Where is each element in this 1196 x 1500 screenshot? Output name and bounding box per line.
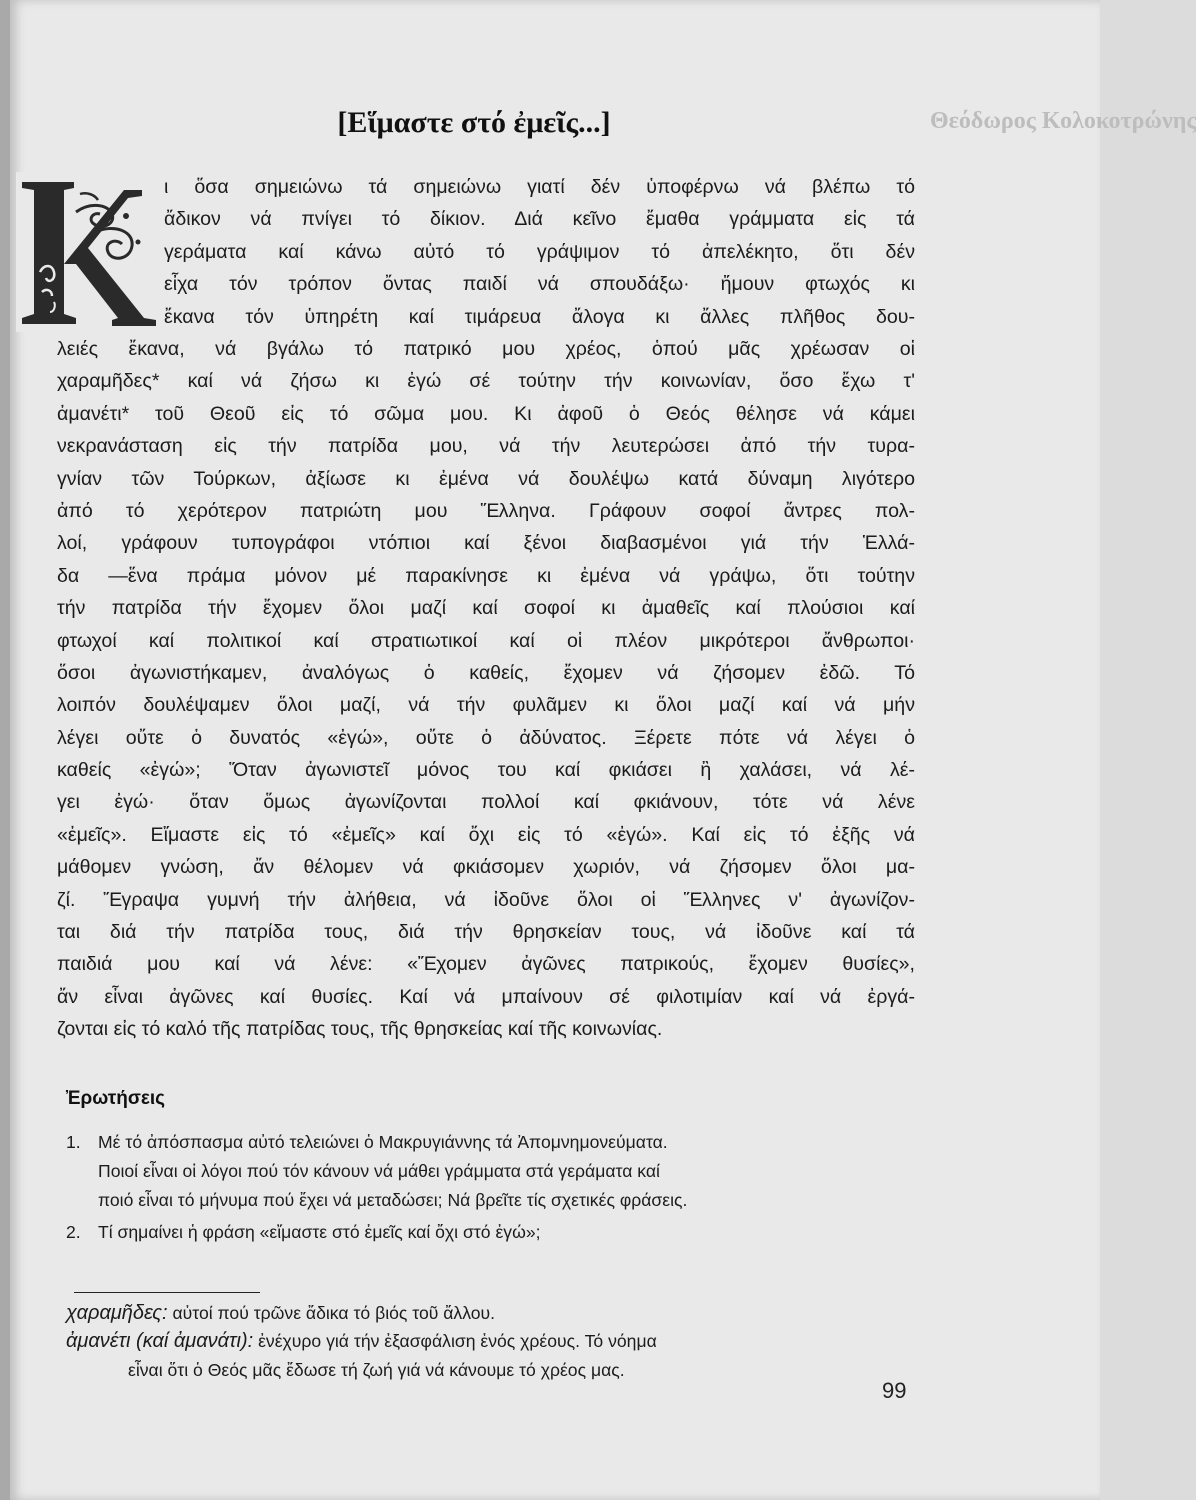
question-text [98, 1218, 928, 1247]
question-line: Ποιοί εἶναι οἱ λόγοι πού τόν κάνουν νά μάθει γράμματα στά γεράματα καί [98, 1161, 660, 1181]
question-1 [66, 1128, 926, 1215]
body-paragraph-indented [164, 171, 915, 333]
body-line: γεράματα καί κάνω αὐτό τό γράψιμον τό ἀπελέκητο, ὅτι δέν [164, 240, 915, 263]
footnote-text: αὐτοί πού τρῶνε ἄδικα τό βιός τοῦ ἄλλου. [172, 1303, 496, 1323]
bleed-through-text: Θεόδωρος Κολοκοτρώνης [930, 108, 1196, 134]
body-line: χαραμῆδες* καί νά ζήσω κι ἐγώ σέ τούτην τήν κοινωνίαν, ὅσο ἔχω τ' [57, 370, 915, 393]
body-line: ται διά τήν πατρίδα τους, διά τήν θρησκείαν τους, νά ἰδοῦνε καί τά [57, 921, 915, 944]
body-line: φτωχοί καί πολιτικοί καί στρατιωτικοί καί οἱ πλέον μικρότεροι ἄνθρωποι· [57, 629, 915, 652]
body-line: ἄν εἶναι ἀγῶνες καί θυσίες. Καί νά μπαίνουν σέ φιλοτιμίαν καί νά ἐργά- [57, 985, 915, 1008]
body-line: νεκρανάσταση εἰς τήν πατρίδα μου, νά τήν λευτερώσει ἀπό τήν τυρα- [57, 435, 915, 458]
question-text [98, 1128, 928, 1215]
page-title: [Εἵμαστε στό ἐμεῖς...] [337, 106, 611, 139]
footnote-2 [66, 1326, 657, 1356]
question-line: ποιό εἶναι τό μήνυμα πού ἔχει νά μεταδώσει; Νά βρεῖτε τίς σχετικές φράσεις. [98, 1190, 688, 1210]
footnote-term: ἀμανέτι (καί ἀμανάτι): [66, 1330, 254, 1352]
body-line: ἄδικον νά πνίγει τό δίκιον. Διά κεῖνο ἔμαθα γράμματα εἰς τά [164, 208, 915, 231]
body-paragraph [57, 333, 915, 1046]
body-line: ζί. Ἔγραψα γυμνή τήν ἀλήθεια, νά ἰδοῦνε ὅλοι οἱ Ἕλληνες ν' ἀγωνίζον- [57, 888, 915, 911]
footnote-rule [74, 1292, 260, 1293]
body-line: μάθομεν γνώση, ἄν θέλομεν νά φκιάσομεν χωριόν, νά ζήσομεν ὅλοι μα- [57, 856, 915, 879]
body-line: λοί, γράφουν τυπογράφοι ντόπιοι καί ξένοι διαβασμένοι γιά τήν Ἑλλά- [57, 532, 915, 555]
question-line: Μέ τό ἀπόσπασμα αὐτό τελειώνει ὁ Μακρυγιάννης τά Ἀπομνημονεύματα. [98, 1132, 668, 1152]
body-line: ι ὅσα σημειώνω τά σημειώνω γιατί δέν ὑποφέρνω νά βλέπω τό [164, 176, 915, 198]
footnote-2-continuation: εἶναι ὅτι ὁ Θεός μᾶς ἔδωσε τή ζωή γιά νά κάνουμε τό χρέος μας. [128, 1360, 625, 1380]
page-number: 99 [882, 1378, 907, 1403]
book-page [10, 0, 1196, 1500]
body-line: ζονται εἰς τό καλό τῆς πατρίδας τους, τῆς θρησκείας καί τῆς κοινωνίας. [57, 1018, 663, 1041]
question-line: Τί σημαίνει ἡ φράση «εἴμαστε στό ἐμεῖς καί ὄχι στό ἐγώ»; [98, 1222, 541, 1242]
question-number: 2. [66, 1222, 81, 1242]
body-line: ἔκανα τόν ὑπηρέτη καί τιμάρευα ἄλογα κι ἄλλες πλῆθος δου- [164, 305, 915, 328]
questions-heading: Ἐρωτήσεις [66, 1088, 166, 1109]
body-line: δα —ἕνα πράμα μόνον μέ παρακίνησε κι ἐμένα νά γράψω, ὅτι τούτην [57, 564, 915, 587]
body-line: ἀμανέτι* τοῦ Θεοῦ εἰς τό σῶμα μου. Κι ἀφοῦ ὁ Θεός θέλησε νά κάμει [57, 402, 915, 425]
body-line: λέγει οὔτε ὁ δυνατός «ἐγώ», οὔτε ὁ ἀδύνατος. Ξέρετε πότε νά λέγει ὁ [57, 726, 915, 749]
body-line: τήν πατρίδα τήν ἔχομεν ὅλοι μαζί καί σοφοί κι ἀμαθεῖς καί πλούσιοι καί [57, 597, 915, 620]
body-line: παιδιά μου καί νά λένε: «Ἔχομεν ἀγῶνες πατρικούς, ἔχομεν θυσίες», [57, 953, 915, 976]
footnote-1 [66, 1298, 495, 1328]
body-line: ἀπό τό χερότερον πατριώτη μου Ἕλληνα. Γράφουν σοφοί ἄντρες πολ- [57, 499, 915, 522]
footnote-term: χαραμῆδες: [66, 1302, 168, 1324]
body-line: εἶχα τόν τρόπον ὄντας παιδί νά σπουδάξω· ἤμουν φτωχός κι [164, 273, 915, 296]
question-2 [66, 1218, 926, 1247]
body-line: «ἐμεῖς». Εἴμαστε εἰς τό «ἐμεῖς» καί ὄχι εἰς τό «ἐγώ». Καί εἰς τό ἐξῆς νά [57, 823, 915, 846]
question-number: 1. [66, 1132, 81, 1152]
body-line: καθείς «ἐγώ»; Ὅταν ἀγωνιστεῖ μόνος του καί φκιάσει ἢ χαλάσει, νά λέ- [57, 759, 915, 782]
body-line: λοιπόν δουλέψαμεν ὅλοι μαζί, νά τήν φυλᾶμεν κι ὅλοι μαζί καί νά μήν [57, 694, 915, 717]
footnote-text: ἐνέχυρο γιά τήν ἐξασφάλιση ἑνός χρέους. Τό νόημα [258, 1331, 657, 1351]
body-line: λειές ἔκανα, νά βγάλω τό πατρικό μου χρέος, ὁπού μᾶς χρέωσαν οἱ [57, 338, 915, 360]
body-line: γνίαν τῶν Τούρκων, ἀξίωσε κι ἐμένα νά δουλέψω κατά δύναμη λιγότερο [57, 467, 915, 490]
drop-cap-ornament [16, 172, 166, 332]
body-line: γει ἐγώ· ὅταν ὅμως ἀγωνίζονται πολλοί καί φκιάνουν, τότε νά λένε [57, 791, 915, 814]
book-spine-shadow [0, 0, 10, 1500]
body-line: ὅσοι ἀγωνιστήκαμεν, ἀναλόγως ὁ καθείς, ἔχομεν νά ζήσομεν ἐδῶ. Τό [57, 661, 915, 684]
